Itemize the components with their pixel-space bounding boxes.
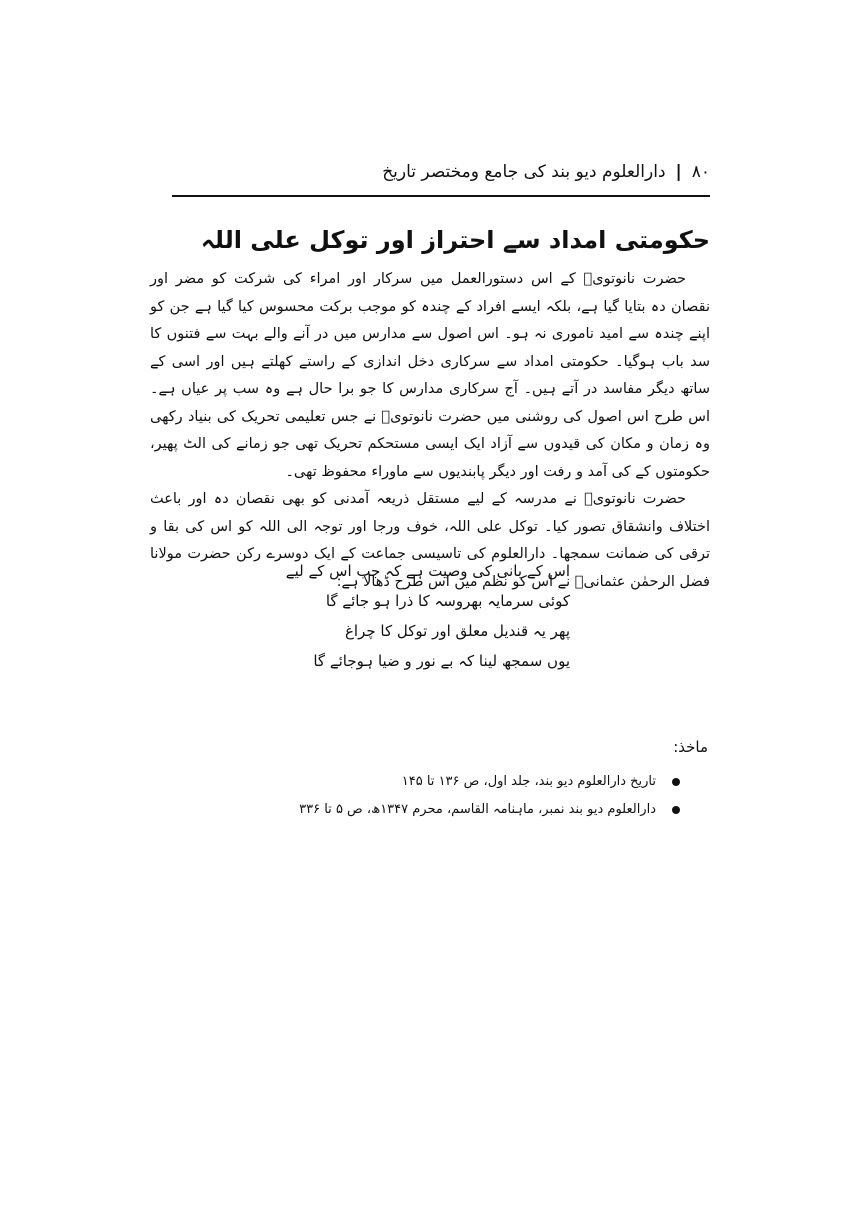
body-text — [150, 266, 710, 596]
source-text: دارالعلوم دیو بند نمبر، ماہنامہ القاسم، محرم ۱۳۴۷ھ، ص ۵ تا ۳۳۶ — [299, 802, 656, 817]
poem-line: پھر یہ قندیل معلق اور توکل کا چراغ — [344, 622, 570, 640]
poem-line: کوئی سرمایہ بھروسہ کا ذرا ہو جائے گا — [325, 592, 570, 610]
sources-list — [230, 768, 680, 824]
page-number: ۸۰ — [691, 162, 710, 182]
paragraph: حضرت نانوتویؒ نے مدرسہ کے لیے مستقل ذریعہ آمدنی کو بھی نقصان دہ اور باعث اختلاف وانشقاق تصور کیا۔ توکل علی اللہ، خوف ورجا اور توجہ الی اللہ کو اس کی بقا و ترقی کی ضمانت سمجھا۔ دارالعلوم کی تاسیسی جماعت کے ایک دوسرے رکن حضرت مولانا فضل الرحمٰن عثمانیؒ نے اس کو نظم میں اس طرح ڈھالا ہے: — [150, 491, 710, 590]
paragraph: حضرت نانوتویؒ کے اس دستورالعمل میں سرکار اور امراء کی شرکت کو مضر اور نقصان دہ بتایا گیا ہے، بلکہ ایسے افراد کے چندہ کو موجب برکت محسوس کیا گیا ہے جن کو اپنے چندہ سے امید ناموری نہ ہو۔ اس اصول سے مدارس میں در آنے والے بہت سے فتنوں کا سد باب ہوگیا۔ حکومتی امداد سے سرکاری دخل اندازی کے راستے کھلتے ہیں اور اسی کے ساتھ دیگر مفاسد در آتے ہیں۔ آج سرکاری مدارس کا جو برا حال ہے وہ سب پر عیاں ہے۔ اس طرح اس اصول کی روشنی میں حضرت نانوتویؒ نے جس تعلیمی تحریک کی بنیاد رکھی وہ زمان و مکان کی قیدوں سے آزاد ایک ایسی مستحکم تحریک تھی جو زمانے کی الٹ پھیر، حکومتوں کے کی آمد و رفت اور دیگر پابندیوں سے ماوراء محفوظ تھی۔ — [150, 271, 710, 480]
source-item — [230, 768, 680, 796]
header-rule — [172, 195, 710, 197]
running-title: دارالعلوم دیو بند کی جامع ومختصر تاریخ — [382, 162, 666, 182]
sources-title: ماخذ: — [673, 738, 708, 756]
poem-line: یوں سمجھ لینا کہ بے نور و ضیا ہوجائے گا — [313, 652, 570, 670]
section-title: حکومتی امداد سے احتراز اور توکل علی اللہ — [200, 226, 710, 254]
page-header — [172, 162, 710, 182]
poem — [270, 556, 570, 676]
source-text: تاریخ دارالعلوم دیو بند، جلد اول، ص ۱۳۶ تا ۱۴۵ — [401, 774, 656, 789]
source-item — [230, 796, 680, 824]
poem-line: اس کے بانی کی وصیت ہے کہ جب اس کے لیے — [285, 562, 570, 580]
bullet-icon — [672, 806, 680, 814]
bullet-icon — [672, 778, 680, 786]
header-separator: | — [675, 162, 682, 182]
